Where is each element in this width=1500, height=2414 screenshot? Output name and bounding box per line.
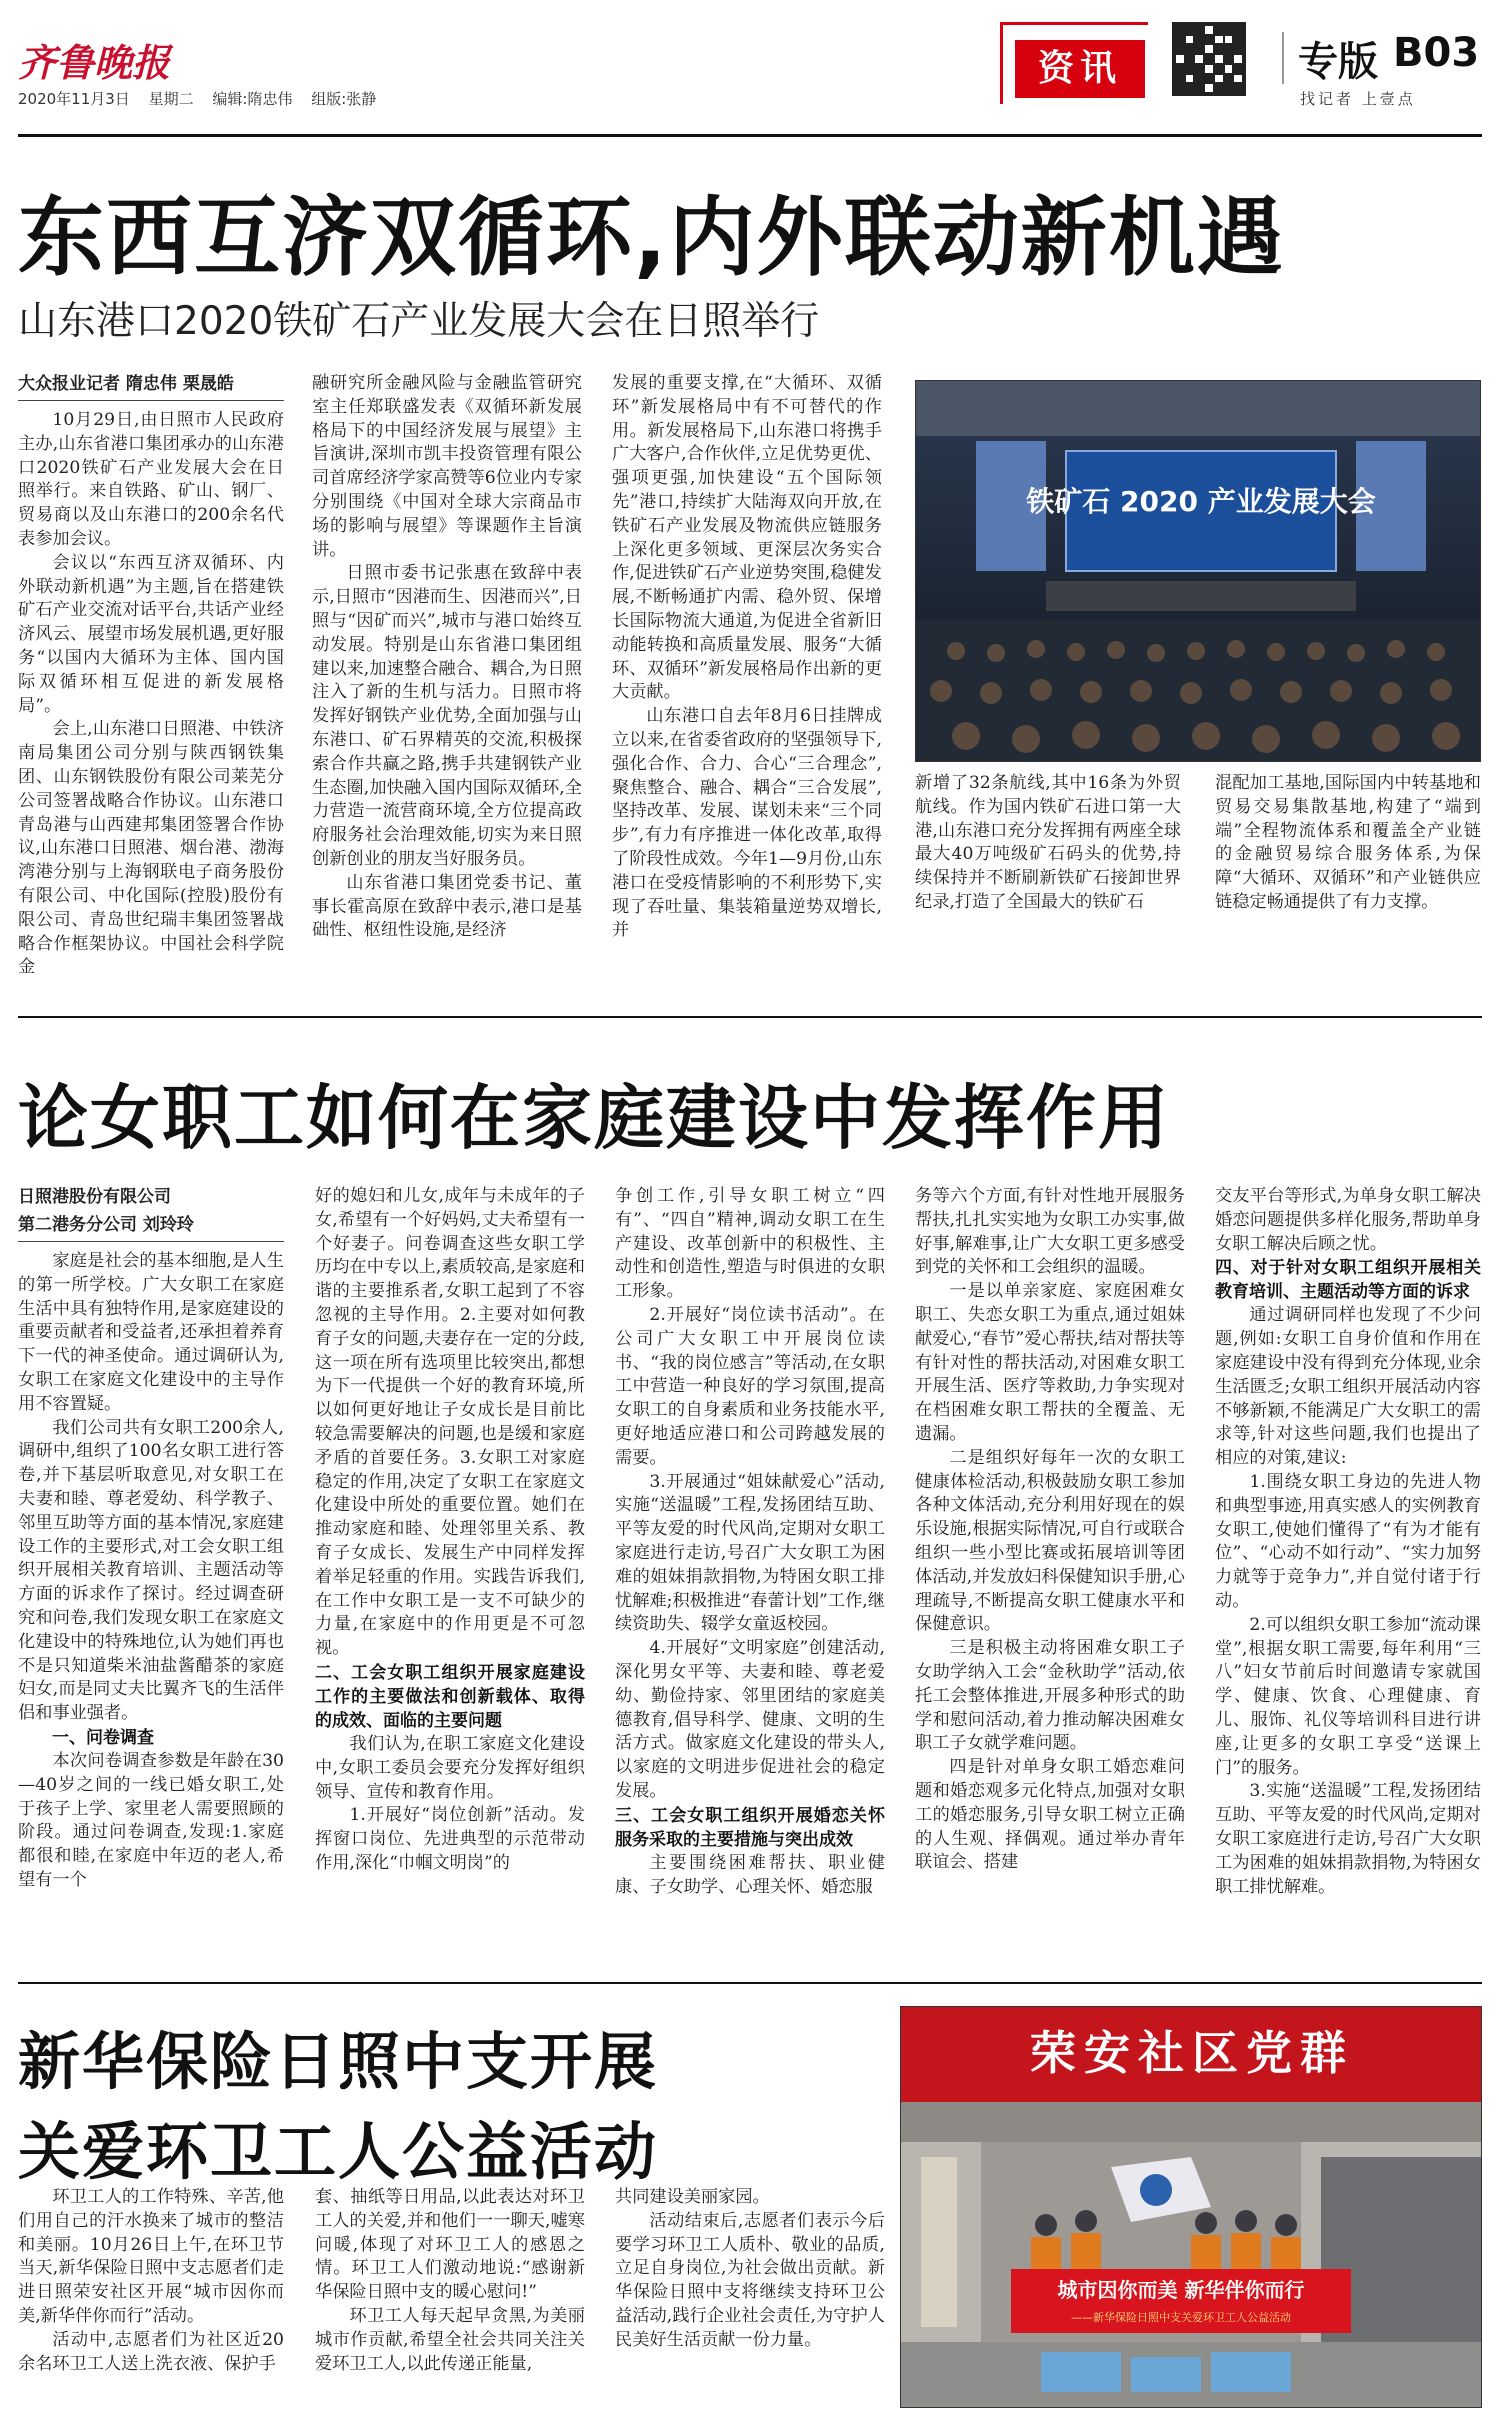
paragraph: 山东港口自去年8月6日挂牌成立以来,在省委省政府的坚强领导下,强化合作、合力、合心“三合理念”,聚焦整合、融合、耦合“三合发展”,坚持改革、发展、谋划未来“三个同步”,有力有序推进一体化改革,取得了阶段性成效。今年1—9月份,山东港口在受疫情影响的不利形势下,实现了吞吐量、集装箱量逆势双增长,并 <box>612 706 882 941</box>
paragraph: 套、抽纸等日用品,以此表达对环卫工人的关爱,并和他们一一聊天,嘘寒问暖,体现了对环卫工人的感恩之情。环卫工人们激动地说:“感谢新华保险日照中支的暖心慰问!” <box>315 2187 585 2303</box>
paragraph: 发展的重要支撑,在“大循环、双循环”新发展格局中有不可替代的作用。新发展格局下,山东港口将携手广大客户,合作伙伴,立足优势更优、强项更强,加快建设“五个国际领先”港口,持续扩大陆海双向开放,在铁矿石产业发展及物流供应链服务上深化更多领域、更深层次务实合作,促进铁矿石产业逆势突围,稳健发展,不断畅通扩内需、稳外贸、保增长国际物流大通道,为促进全省新旧动能转换和高质量发展、服务“大循环、双循环”新发展格局作出新的更大贡献。 <box>612 373 882 703</box>
paragraph: 山东省港口集团党委书记、董事长霍高原在致辞中表示,港口是基础性、枢纽性设施,是经济 <box>312 872 582 941</box>
subheading: 一、问卷调查 <box>52 1727 154 1748</box>
photo-banner-sub: ——新华保险日照中支关爱环卫工人公益活动 <box>1071 2311 1291 2324</box>
article2-column-2 <box>315 1185 585 1960</box>
article1-column-3 <box>612 372 882 987</box>
paragraph: 交友平台等形式,为单身女职工解决婚恋问题提供多样化服务,帮助单身女职工解决后顾之忧。 <box>1215 1186 1481 1254</box>
article3-headline-line1: 新华保险日照中支开展 <box>18 2025 659 2098</box>
paragraph: 2.开展好“岗位读书活动”。在公司广大女职工中开展岗位读书、“我的岗位感言”等活动,在女职工中营造一种良好的学习氛围,提高女职工的自身素质和业务技能水平,更好地适应港口和公司跨越发展的需要。 <box>615 1304 885 1468</box>
article1-headline: 东西互济双循环,内外联动新机遇 <box>18 188 1285 288</box>
paragraph: 混配加工基地,国际国内中转基地和贸易交易集散基地,构建了“端到端”全程物流体系和覆盖全产业链的金融贸易综合服务体系,为保障“大循环、双循环”和产业链供应链稳定畅通提供了有力支撑。 <box>1215 773 1481 912</box>
section-rule <box>18 1982 1482 1984</box>
article2-byline-name: 第二港务分公司 刘玲玲 <box>18 1213 284 1242</box>
article2-byline-org: 日照港股份有限公司 <box>18 1187 171 1207</box>
article1-byline: 大众报业记者 隋忠伟 栗晟皓 <box>18 372 284 401</box>
masthead-rule <box>18 134 1482 137</box>
newspaper-logo: 齐鲁晚报 <box>18 40 171 85</box>
section-rule <box>18 1016 1482 1018</box>
article1-column-2 <box>312 372 582 987</box>
article3-column-1 <box>18 2186 284 2408</box>
paragraph: 务等六个方面,有针对性地开展服务帮扶,扎扎实实地为女职工办实事,做好事,解难事,让广大女职工更多感受到党的关怀和工会组织的温暖。 <box>915 1186 1185 1278</box>
paragraph: 1.围绕女职工身边的先进人物和典型事迹,用真实感人的实例教育女职工,使她们懂得了“有为才能有位”、“心动不如行动”、“实力加努力就等于竞争力”,并自觉付诸于行动。 <box>1215 1471 1481 1611</box>
paragraph: 共同建设美丽家园。 <box>615 2187 770 2207</box>
special-edition-label: 专版 <box>1298 39 1378 85</box>
paragraph: 通过调研同样也发现了不少问题,例如:女职工自身价值和作用在家庭建设中没有得到充分体现,业余生活匮乏;女职工组织开展活动内容不够新颖,不能满足广大女职工的需求等,针对这些问题,我们也提出了相应的对策,建议: <box>1215 1305 1481 1469</box>
paragraph: 家庭是社会的基本细胞,是人生的第一所学校。广大女职工在家庭生活中具有独特作用,是家庭建设的重要贡献者和受益者,还承担着养育下一代的神圣使命。通过调研认为,女职工在家庭文化建设中的主导作用不容置疑。 <box>18 1251 284 1414</box>
qr-code-icon <box>1172 22 1246 96</box>
article2-column-5 <box>1215 1185 1481 1960</box>
paragraph: 一是以单亲家庭、家庭困难女职工、失恋女职工为重点,通过姐妹献爱心,“春节”爱心帮扶,结对帮扶等有针对性的帮扶活动,对困难女职工开展生活、医疗等救助,力争实现对在档困难女职工帮扶的全覆盖、无遗漏。 <box>915 1281 1185 1444</box>
editor-credit: 编辑:隋忠伟 <box>212 90 293 108</box>
paragraph: 四是针对单身女职工婚恋难问题和婚恋观多元化特点,加强对女职工的婚恋服务,引导女职工树立正确的人生观、择偶观。通过举办青年联谊会、搭建 <box>915 1757 1185 1873</box>
paragraph: 4.开展好“文明家庭”创建活动,深化男女平等、夫妻和睦、尊老爱幼、勤俭持家、邻里团结的家庭美德教育,倡导科学、健康、文明的生活方式。做家庭文化建设的带头人,以家庭的文明进步促进社会的稳定发展。 <box>615 1638 885 1801</box>
article2-headline: 论女职工如何在家庭建设中发挥作用 <box>18 1077 1170 1159</box>
volunteer-photo <box>900 2006 1482 2408</box>
volunteer-photo-image <box>901 2007 1482 2408</box>
paragraph: 我们认为,在职工家庭文化建设中,女职工委员会要充分发挥好组织领导、宣传和教育作用。 <box>315 1733 585 1802</box>
paragraph: 二是组织好每年一次的女职工健康体检活动,积极鼓励女职工参加各种文体活动,充分利用好现在的娱乐设施,根据实际情况,可自行或联合组织一些小型比赛或拓展培训等团体活动,并发放妇科保健知识手册,心理疏导,不断提高女职工健康水平和保健意识。 <box>915 1447 1185 1635</box>
article3-headline-line2: 关爱环卫工人公益活动 <box>18 2115 659 2188</box>
dateline <box>18 88 390 109</box>
layout-credit: 组版:张静 <box>311 90 377 108</box>
issue-weekday: 星期二 <box>148 90 194 108</box>
community-sign-text: 荣安社区党群 <box>1030 2026 1354 2080</box>
paragraph: 我们公司共有女职工200余人,调研中,组织了100名女职工进行答卷,并下基层听取意见,对女职工在夫妻和睦、尊老爱幼、科学教子、邻里互助等方面的基本情况,家庭建设工作的主要形式,对工会女职工组织开展相关教育培训、主题活动等方面的诉求作了探讨。经过调查研究和问卷,我们发现女职工在家庭文化建设中的特殊地位,认为她们再也不是只知道柴米油盐酱醋茶的家庭妇女,而是同丈夫比翼齐飞的生活伴侣和事业强者。 <box>18 1417 284 1724</box>
article1-column-4 <box>915 772 1181 987</box>
reporter-slogan: 找记者 上壹点 <box>1300 90 1416 108</box>
paragraph: 活动中,志愿者们为社区近20余名环卫工人送上洗衣液、保护手 <box>18 2329 284 2374</box>
paragraph: 环卫工人的工作特殊、辛苦,他们用自己的汗水换来了城市的整洁和美丽。10月26日上午,在环卫节当天,新华保险日照中支志愿者们走进日照荣安社区开展“城市因你而美,新华伴你而行”活动。 <box>18 2187 284 2326</box>
article2-column-3 <box>615 1185 885 1960</box>
paragraph: 3.实施“送温暖”工程,发扬团结互助、平等友爱的时代风尚,定期对女职工家庭进行走访,号召广大女职工为困难的姐妹捐款捐物,为特困女职工排忧解难。 <box>1215 1781 1481 1897</box>
paragraph: 争创工作,引导女职工树立“四有”、“四自”精神,调动女职工在生产建设、改革创新中的积极性、主动性和创造性,塑造与时俱进的女职工形象。 <box>615 1186 885 1302</box>
paragraph: 本次问卷调查参数是年龄在30—40岁之间的一线已婚女职工,处于孩子上学、家里老人需要照顾的阶段。通过问卷调查,发现:1.家庭都很和睦,在家庭中年迈的老人,希望有一个 <box>18 1750 284 1890</box>
section-tag: 资讯 <box>1015 40 1145 98</box>
photo-banner-text: 铁矿石 2020 产业发展大会 <box>1026 485 1376 518</box>
paragraph: 3.开展通过“姐妹献爱心”活动,实施“送温暖”工程,发扬团结互助、平等友爱的时代风尚,定期对女职工家庭进行走访,号召广大女职工为困难的姐妹捐款捐物,为特困女职工排忧解难;积极推进“春蕾计划”工作,继续资助失、辍学女童返校园。 <box>615 1471 885 1635</box>
article3-column-3 <box>615 2186 885 2408</box>
issue-date: 2020年11月3日 <box>18 90 130 108</box>
paragraph: 会上,山东港口日照港、中铁济南局集团公司分别与陕西钢铁集团、山东钢铁股份有限公司莱芜分公司签署战略合作协议。山东港口青岛港与山西建邦集团签署合作协议,山东港口日照港、烟台港、渤海湾港分别与上海钢联电子商务股份有限公司、中化国际(控股)股份有限公司、青岛世纪瑞丰集团签署战略合作框架协议。中国社会科学院金 <box>18 719 284 978</box>
paragraph: 好的媳妇和儿女,成年与未成年的子女,希望有一个好妈妈,丈夫希望有一个好妻子。问卷调查这些女职工学历均在中专以上,素质较高,是家庭和谐的主要推系者,女职工起到了不容忽视的主导作用。2.主要对如何教育子女的问题,夫妻存在一定的分歧,这一项在所有选项里比较突出,都想为下一代提供一个好的教育环境,所以如何更好地让子女成长是目前比较急需要解决的问题,也是缓和家庭矛盾的首要任务。3.女职工对家庭稳定的作用,决定了女职工在家庭文化建设中所处的重要位置。她们在推动家庭和睦、处理邻里关系、教育子女成长、发展生产中同样发挥着举足轻重的作用。实践告诉我们,在工作中女职工是一支不可缺少的力量,在家庭中的作用更是不可忽视。 <box>315 1186 585 1659</box>
article3-column-2 <box>315 2186 585 2408</box>
article1-column-1 <box>18 372 284 987</box>
article2-column-1 <box>18 1185 284 1960</box>
article2-column-4 <box>915 1185 1185 1960</box>
subheading: 三、工会女职工组织开展婚恋关怀服务采取的主要措施与突出成效 <box>615 1805 885 1850</box>
paragraph: 10月29日,由日照市人民政府主办,山东省港口集团承办的山东港口2020铁矿石产业发展大会在日照举行。来自铁路、矿山、钢厂、贸易商以及山东港口的200余名代表参加会议。 <box>18 410 284 549</box>
subheading: 四、对于针对女职工组织开展相关教育培训、主题活动等方面的诉求 <box>1215 1258 1481 1303</box>
paragraph: 活动结束后,志愿者们表示今后要学习环卫工人质朴、敬业的品质,立足自身岗位,为社会做出贡献。新华保险日照中支将继续支持环卫公益活动,践行企业社会责任,为守护人民美好生活贡献一份力量。 <box>615 2210 885 2350</box>
paragraph: 1.开展好“岗位创新”活动。发挥窗口岗位、先进典型的示范带动作用,深化“巾帼文明岗”的 <box>315 1805 585 1873</box>
article1-column-5 <box>1215 772 1481 987</box>
subheading: 二、工会女职工组织开展家庭建设工作的主要做法和创新载体、取得的成效、面临的主要问题 <box>315 1662 585 1731</box>
paragraph: 会议以“东西互济双循环、内外联动新机遇”为主题,旨在搭建铁矿石产业交流对话平台,共话产业经济风云、展望市场发展机遇,更好服务“以国内大循环为主体、国内国际双循环相互促进的新发展格局”。 <box>18 552 284 716</box>
conference-photo <box>915 380 1481 762</box>
conference-photo-image <box>916 381 1481 762</box>
masthead-divider <box>1282 32 1284 84</box>
article1-subhead: 山东港口2020铁矿石产业发展大会在日照举行 <box>18 299 820 344</box>
page-number: B03 <box>1393 30 1480 76</box>
paragraph: 主要围绕困难帮扶、职业健康、子女助学、心理关怀、婚恋服 <box>615 1852 885 1897</box>
paragraph: 新增了32条航线,其中16条为外贸航线。作为国内铁矿石进口第一大港,山东港口充分发挥拥有两座全球最大40万吨级矿石码头的优势,持续保持并不断刷新铁矿石接卸世界纪录,打造了全国最大的铁矿石 <box>915 773 1181 912</box>
paragraph: 环卫工人每天起早贪黑,为美丽城市作贡献,希望全社会共同关注关爱环卫工人,以此传递正能量, <box>315 2305 585 2374</box>
paragraph: 融研究所金融风险与金融监管研究室主任郑联盛发表《双循环新发展格局下的中国经济发展与展望》主旨演讲,深圳市凯丰投资管理有限公司首席经济学家高赞等6位业内专家分别围绕《中国对全球大宗商品市场的影响与展望》等课题作主旨演讲。 <box>312 373 582 560</box>
photo-banner-main: 城市因你而美 新华伴你而行 <box>1057 2278 1305 2302</box>
paragraph: 三是积极主动将困难女职工子女助学纳入工会“金秋助学”活动,依托工会整体推进,开展多种形式的助学和慰问活动,着力推动解决困难女职工子女就学难问题。 <box>915 1638 1185 1754</box>
paragraph: 2.可以组织女职工参加“流动课堂”,根据女职工需要,每年利用“三八”妇女节前后时间邀请专家就国学、健康、饮食、心理健康、育儿、服饰、礼仪等培训科目进行讲座,让更多的女职工享受“送课上门”的服务。 <box>1215 1614 1481 1778</box>
paragraph: 日照市委书记张惠在致辞中表示,日照市“因港而生、因港而兴”,日照与“因矿而兴”,城市与港口始终互动发展。特别是山东省港口集团组建以来,加速整合融合、耦合,为日照注入了新的生机与活力。日照市将发挥好钢铁产业优势,全面加强与山东港口、矿石界精英的交流,积极探索合作共赢之路,携手共建钢铁产业生态圈,加快融入国内国际双循环,全力营造一流营商环境,全方位提高政府服务社会治理效能,切实为来日照创新创业的朋友当好服务员。 <box>312 563 582 869</box>
